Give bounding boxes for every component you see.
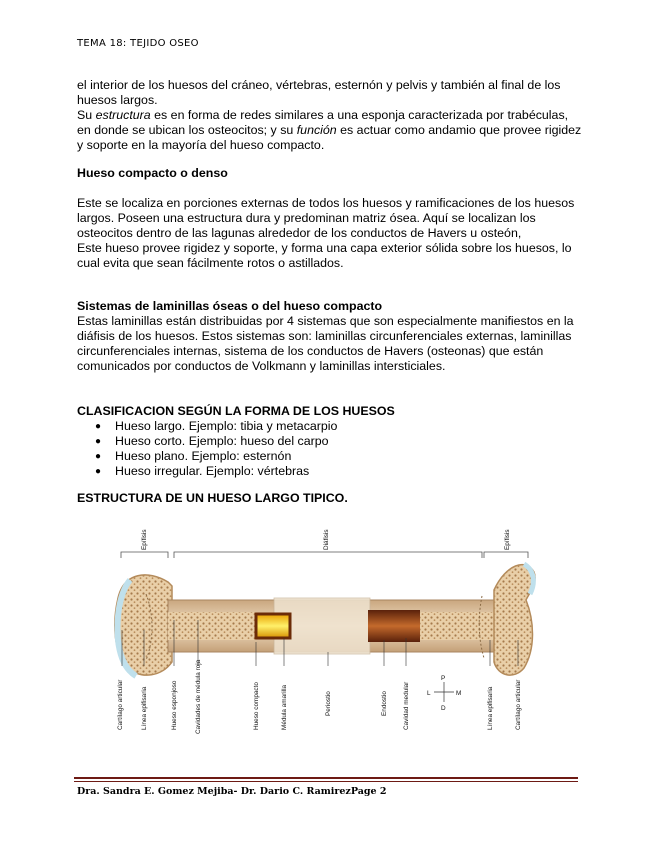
label-cartilago-articular-right: Cartílago articular [515,679,522,730]
label-medula-amarilla: Médula amarilla [281,684,288,730]
medullary-cavity [368,610,420,642]
laminillas-paragraph: Estas laminillas están distribuidas por 4 sistemas que son especialmente manifiestos en la diáfisis de los huesos. Estos sistemas son: laminillas circunferenciales externas, laminillas circunferenciales internas, sistema de los conductos de Havers (osteonas) que están comunicados por conductos de Volkmann y laminillas intersticiales. [77,314,574,373]
clasificacion-heading: CLASIFICACION SEGÚN LA FORMA DE LOS HUESOS [77,404,395,418]
laminillas-heading: Sistemas de laminillas óseas o del hueso compacto [77,299,383,313]
label-cavidad-medular: Cavidad medular [403,681,410,730]
bone-body [115,564,535,676]
orientation-compass [427,675,461,712]
estructura-heading: ESTRUCTURA DE UN HUESO LARGO TIPICO. [77,491,348,505]
compacto-section [77,166,585,271]
compass-m: M [456,690,462,697]
label-cavidades-medula-roja: Cavidades de médula roja [195,659,202,734]
long-bone-figure [106,520,536,750]
compacto-paragraph-2: Este hueso provee rigidez y soporte, y forma una capa exterior sólida sobre los huesos, lo cual evita que sean fácilmente rotos o astillados. [77,241,572,270]
label-cartilago-articular-left: Cartílago articular [117,679,124,730]
label-epifisis-right: Epífisis [504,529,511,550]
compacto-heading: Hueso compacto o denso [77,166,228,180]
emphasis-funcion: función [296,123,337,137]
right-epiphysis [494,565,535,675]
page-footer: Dra. Sandra E. Gomez Mejiba- Dr. Dario C. RamirezPage 2 [77,786,387,797]
label-diafisis: Diáfisis [323,529,330,550]
footer-divider-thin [74,781,578,782]
list-item: ● Hueso corto. Ejemplo: hueso del carpo [115,434,585,449]
top-brackets [121,552,528,558]
right-spongy-region [418,612,498,640]
left-spongy-region [168,612,256,640]
yellow-marrow [256,614,290,638]
compass-d: D [441,705,446,712]
list-item: ● Hueso plano. Ejemplo: esternón [115,449,585,464]
compass-l: L [427,690,431,697]
footer-divider [74,777,578,779]
long-bone-diagram [106,520,536,750]
clasificacion-list [77,419,585,479]
laminillas-section [77,299,585,374]
list-item: ● Hueso irregular. Ejemplo: vértebras [115,464,585,479]
label-linea-epifisaria-right: Línea epifisaria [487,686,494,730]
intro-paragraph-2: Su estructura es en forma de redes similares a una esponja caracterizada por trabéculas, en donde se ubican los osteocitos; y su función es actuar como andamio que provee rigidez y soporte en la mayoría del hueso compacto. [77,108,582,152]
estructura-section [77,491,585,506]
page-header: TEMA 18: TEJIDO OSEO [77,38,199,49]
label-periostio: Periostio [325,691,332,716]
label-epifisis-left: Epífisis [141,529,148,550]
compacto-paragraph-1: Este se localiza en porciones externas de todos los huesos y ramificaciones de los huesos largos. Poseen una estructura dura y predominan matriz ósea. Aquí se localizan los osteocitos dentro de las lagunas alrededor de los conductos de Havers u osteón, [77,196,575,240]
intro-paragraph-1: el interior de los huesos del cráneo, vértebras, esternón y pelvis y también al final de los huesos largos. [77,78,561,107]
clasificacion-section [77,404,585,479]
label-hueso-compacto: Hueso compacto [253,682,260,730]
label-linea-epifisaria-left: Línea epifisaria [141,686,148,730]
label-hueso-esponjoso: Hueso esponjoso [171,680,178,730]
compass-p: P [441,675,446,682]
label-endostio: Endostio [381,691,388,716]
list-item: ● Hueso largo. Ejemplo: tibia y metacarpio [115,419,585,434]
intro-section [77,78,585,153]
emphasis-estructura: estructura [95,108,151,122]
